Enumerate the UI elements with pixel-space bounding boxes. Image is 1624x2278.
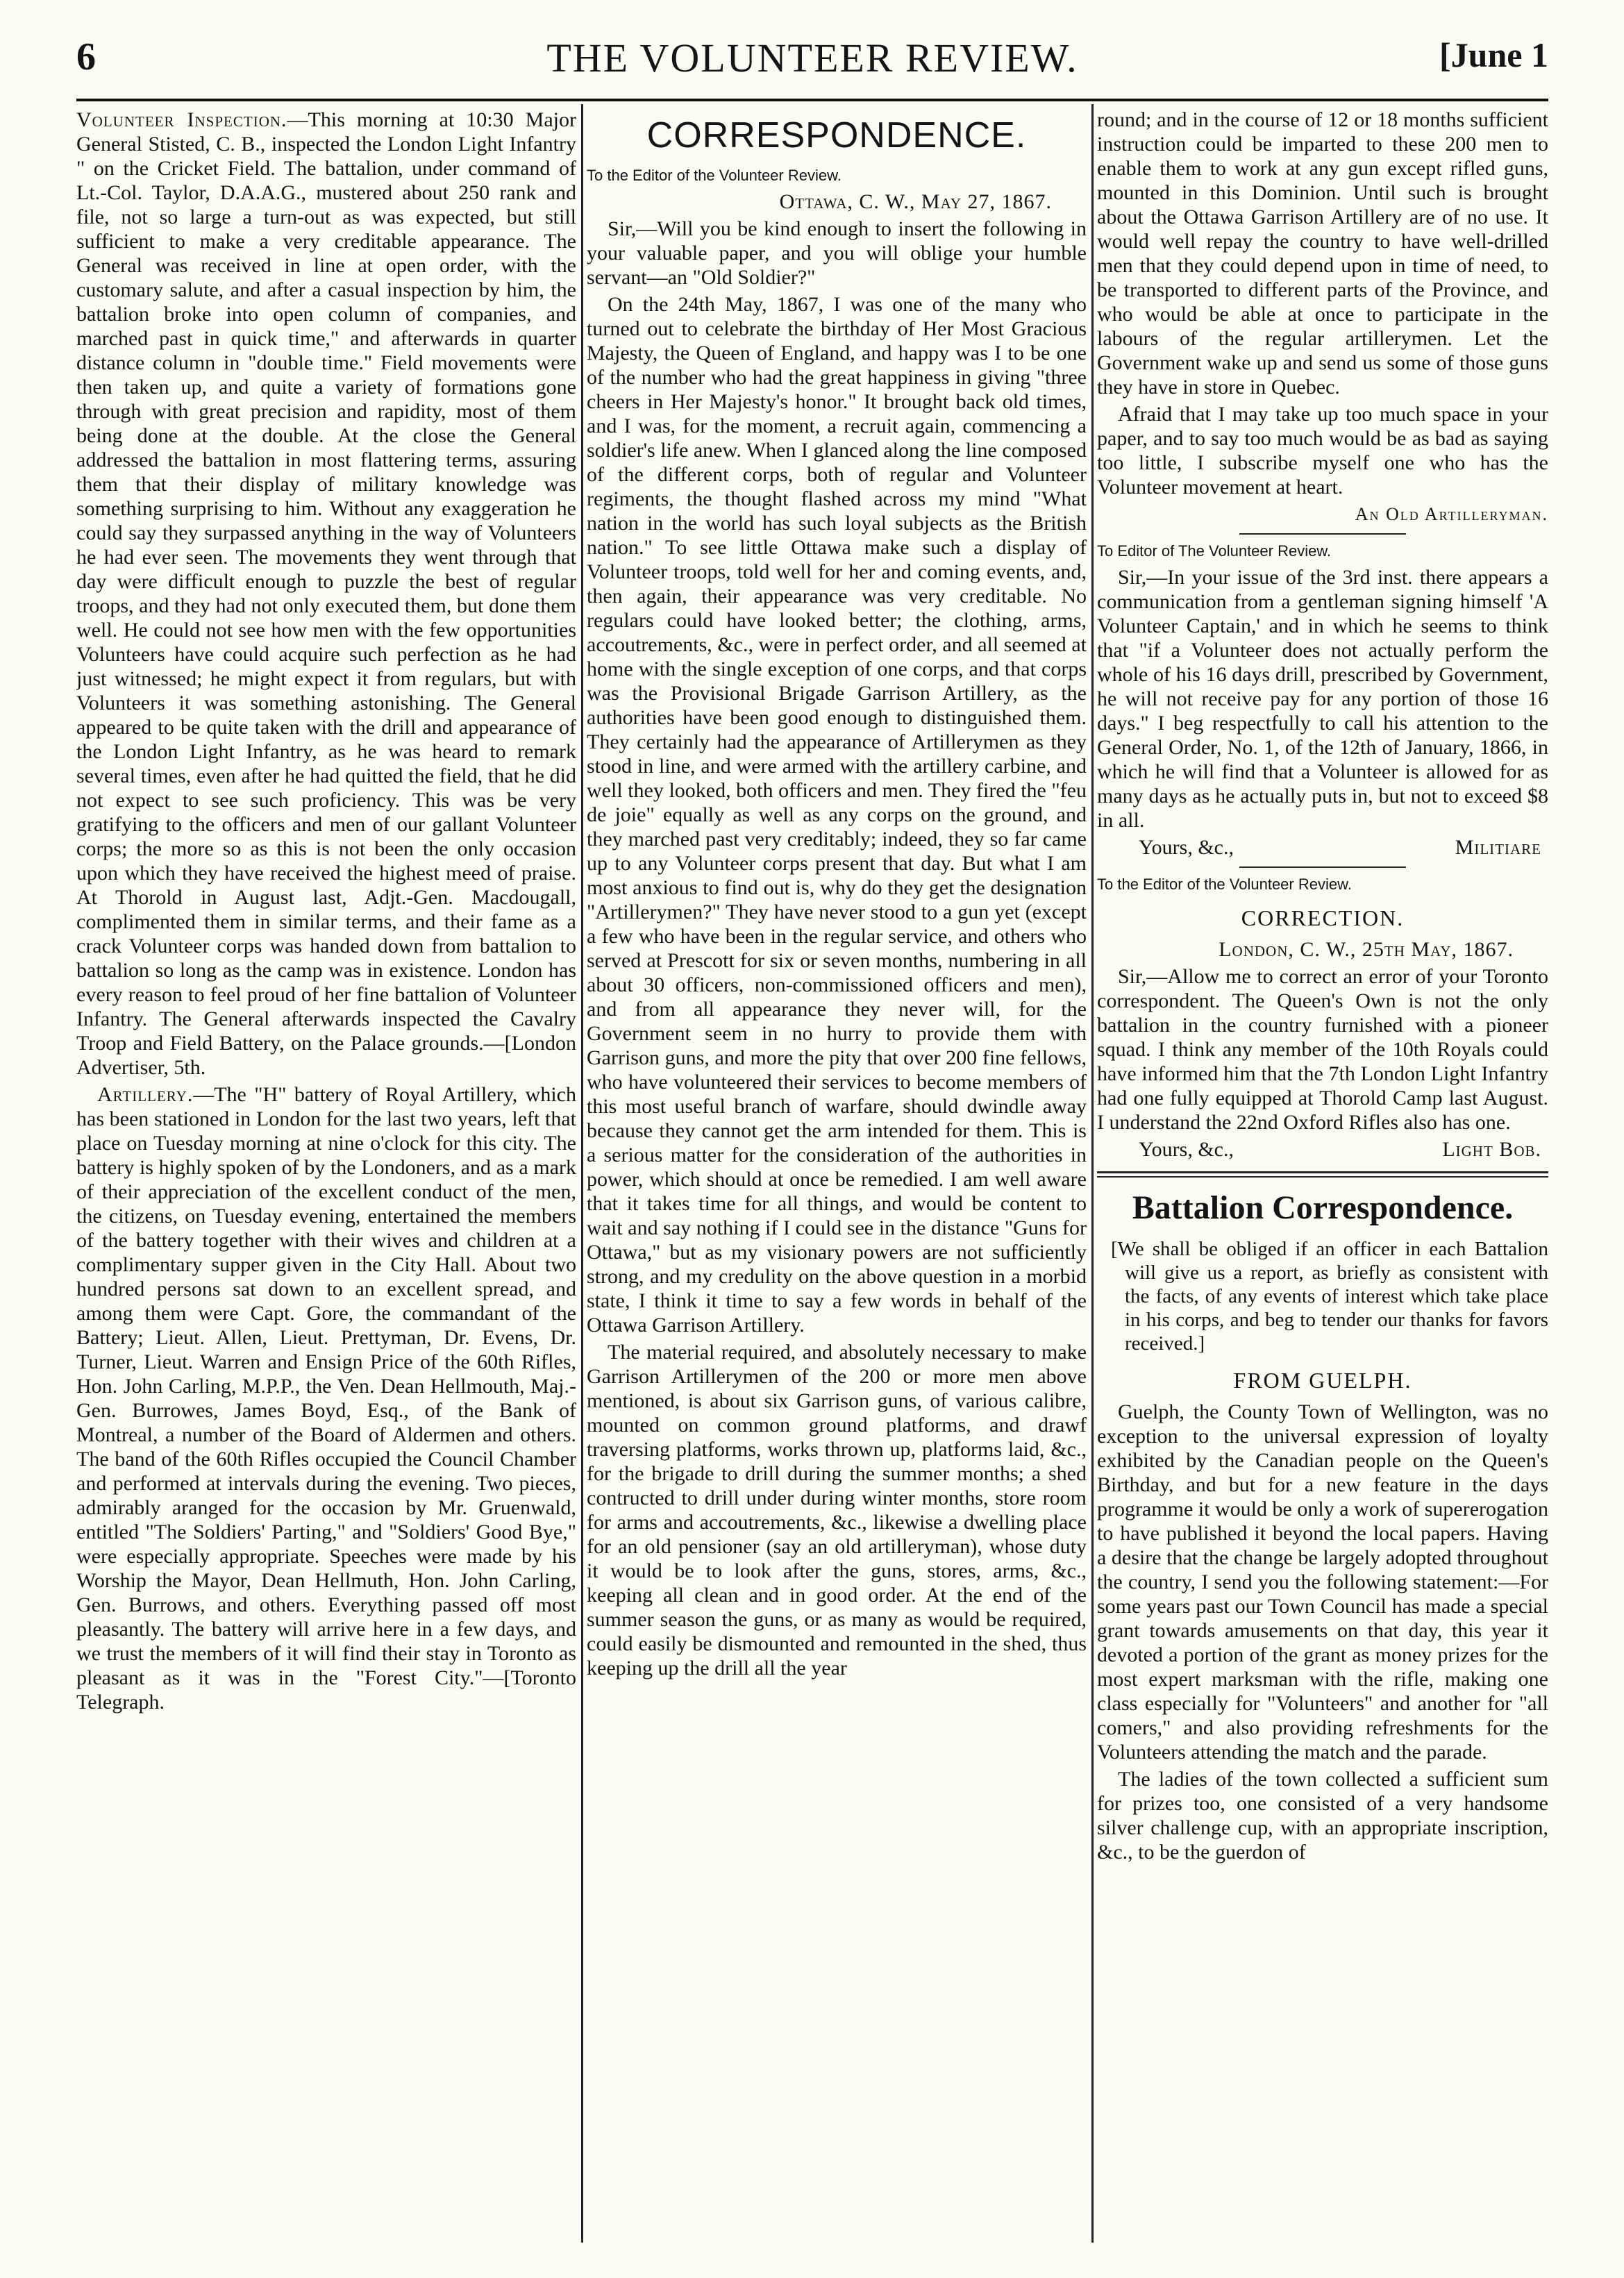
- letter-paragraph: On the 24th May, 1867, I was one of the many who turned out to celebrate the birthday of Her Most Gracious Majesty, the Queen of England, and happy was I to be one of the number who had the great happiness in giving "three cheers in Her Majesty's honor." It brought back old times, and I was, for the moment, a recruit again, commencing a soldier's life anew. When I glanced along the line composed of the different corps, both of regular and Volunteer regiments, the thought flashed across my mind "What nation in the world has such loyal subjects as the British nation." To see little Ottawa make such a display of Volunteer troops, told well for her and coming events, and, then again, their appearance was very creditable. No regulars could have looked better; the clothing, arms, accoutrements, &c., were in perfect order, and all seemed at home with the single exception of one corps, and that corps was the Provisional Brigade Garrison Artillery, as the authorities have been good enough to distinguished them. They certainly had the appearance of Artillerymen as they stood in line, and were armed with the artillery carbine, and well they looked, both officers and men. They fired the "feu de joie" equally as well as any corps on the ground, and they marched past very creditably; indeed, they so far came up to any Volunteer corps present that day. But what I am most anxious to find out is, why do they get the designation "Artillerymen?" They have never stood to a gun yet (except a few who have been in the regular service, and others who served at Prescott for six or seven months, numbering in all about 30 officers, non-commissioned officers and men), and from all appearance they never will, for the Government seem in no hurry to provide them with Garrison guns, and more the pity that over 200 fine fellows, who have volunteered their services to become members of this most useful branch of warfare, should dwindle away because they cannot get the arm intended for them. This is a serious matter for the consideration of the authorities in power, which should at once be remedied. I am well aware that it takes time for all things, and would be content to wait and say nothing if I could see in the distance "Guns for Ottawa," but as my visionary powers are not sufficiently strong, and my credulity on the above question in a morbid state, I think it time to say a few words in behalf of the Ottawa Garrison Artillery.: [587, 293, 1087, 1337]
- letter-dateline: London, C. W., 25th May, 1867.: [1219, 938, 1514, 961]
- article-lead: Volunteer Inspection.: [76, 108, 287, 131]
- letter-paragraph: Sir,—Will you be kind enough to insert the following in your valuable paper, and you will oblige your humble servant—an "Old Soldier?": [587, 217, 1087, 289]
- divider: [1239, 866, 1406, 868]
- column-2: [587, 108, 1087, 2246]
- article-paragraph: The ladies of the town collected a sufficient sum for prizes too, one consisted of a very handsome silver challenge cup, with an appropriate inscription, &c., to be the guerdon of: [1097, 1768, 1548, 1864]
- letter-signature: [1097, 835, 1548, 860]
- letter-dateline: Ottawa, C. W., May 27, 1867.: [779, 190, 1052, 213]
- issue-date: [June 1: [1439, 35, 1548, 74]
- masthead-rule: [76, 99, 1548, 101]
- divider: [1239, 533, 1406, 535]
- closing: Yours, &c.,: [1139, 1138, 1234, 1161]
- column-3: [1097, 108, 1548, 2246]
- letter-address: To the Editor of the Volunteer Review.: [1097, 876, 1352, 893]
- letter-paragraph: The material required, and absolutely necessary to make Garrison Artillerymen of the 200 or more men above mentioned, is about six Garrison guns, of various calibre, mounted on common ground platforms, and drawf traversing platforms, works thrown up, platforms laid, &c., for the brigade to drill during the summer months; a shed contructed to drill under during winter months, store room for arms and accoutrements, &c., likewise a dwelling place for an old pensioner (say an old artilleryman), whose duty it would be to look after the guns, stores, arms, &c., keeping all clean and in good order. At the end of the summer season the guns, or as many as would be required, could easily be dismounted and remounted in the shed, thus keeping up the drill all the year: [587, 1341, 1087, 1680]
- article-body: —The "H" battery of Royal Artillery, which has been stationed in London for the last two years, left that place on Tuesday morning at nine o'clock for this city. The battery is highly spoken of by the Londoners, and as a mark of their appreciation of the excellent conduct of the men, the citizens, on Tuesday evening, entertained the members of the battery together with their wives and children at a complimentary supper given in the City Hall. About two hundred persons sat down to an excellent spread, and among them were Capt. Gore, the commandant of the Battery; Lieut. Allen, Lieut. Prettyman, Dr. Evens, Dr. Turner, Lieut. Warren and Ensign Price of the 60th Rifles, Hon. John Carling, M.P.P., the Ven. Dean Hellmouth, Maj.-Gen. Burrowes, James Boyd, Esq., of the Bank of Montreal, a number of the Board of Aldermen and others. The band of the 60th Rifles occupied the Council Chamber and performed at intervals during the evening. Two pieces, admirably aranged for the occasion by Mr. Gruenwald, entitled "The Soldiers' Parting," and "Soldiers' Good Bye," were especially appropriate. Speeches were made by his Worship the Mayor, Dean Hellmuth, Hon. John Carling, Gen. Burrows, and others. Everything passed off most pleasantly. The battery will arrive here in a few days, and we trust the members of it will find their stay in Toronto as pleasant as it was in the "Forest City."—[Toronto Telegraph.: [76, 1083, 576, 1714]
- newspaper-title: THE VOLUNTEER REVIEW.: [546, 35, 1078, 81]
- letter-paragraph: round; and in the course of 12 or 18 months sufficient instruction could be imparted to these 200 men to enable them to work at any gun except rifled guns, mounted in this Dominion. Until such is brought about the Ottawa Garrison Artillery are of no use. It would well repay the country to have well-drilled men that they could depend upon in time of need, to be transported to different parts of the Province, and who would be able at once to participate in the labours of the regular artillerymen. Let the Government wake up and send us some of those guns they have in store in Quebec.: [1097, 108, 1548, 399]
- battalion-correspondence-heading: Battalion Correspondence.: [1132, 1189, 1514, 1226]
- editor-note: [We shall be obliged if an officer in each Battalion will give us a report, as briefly as consistent with the facts, of any events of interest which take place in his corps, and beg to tender our thanks for favors received.]: [1111, 1238, 1548, 1355]
- correction-heading: CORRECTION.: [1241, 905, 1405, 930]
- letter-paragraph: Afraid that I may take up too much space in your paper, and to say too much would be as bad as saying too little, I subscribe myself one who has the Volunteer movement at heart.: [1097, 403, 1548, 499]
- guelph-heading: FROM GUELPH.: [1233, 1368, 1412, 1393]
- correspondence-heading: CORRESPONDENCE.: [646, 115, 1027, 156]
- letter-paragraph: Sir,—In your issue of the 3rd inst. there appears a communication from a gentleman signing himself 'A Volunteer Captain,' and in which he seems to think that "if a Volunteer does not actually perform the whole of his 16 days drill, prescribed by Government, he will not receive pay for any portion of those 16 days." I beg respectfully to call his attention to the General Order, No. 1, of the 12th of January, 1866, in which he will find that a Volunteer is allowed for as many days as he actually puts in, but not to exceed $8 in all.: [1097, 566, 1548, 832]
- letter-address: To the Editor of the Volunteer Review.: [587, 167, 842, 184]
- column-divider: [581, 104, 583, 2243]
- closing: Yours, &c.,: [1139, 836, 1234, 859]
- letter-signature: [1097, 1137, 1548, 1162]
- article-lead: Artillery.: [97, 1083, 194, 1106]
- article-body: —This morning at 10:30 Major General Stisted, C. B., inspected the London Light Infantry " on the Cricket Field. The battalion, under command of Lt.-Col. Taylor, D.A.A.G., mustered about 250 rank and file, not so large a turn-out as was expected, but still sufficient to make a very creditable appearance. The General was received in line at open order, with the customary salute, and after a casual inspection by him, the battalion broke into open column of companies, and marched past in quick time," and afterwards in quarter distance column in "double time." Field movements were then taken up, and quite a variety of formations gone through with great precision and rapidity, most of them being done at the double. At the close the General addressed the battalion in most flattering terms, assuring them that their display of military knowledge was something surprising to him. Without any exaggeration he could say they surpassed anything in the way of Volunteers he had ever seen. The movements they went through that day were difficult enough to puzzle the best of regular troops, and they had not only executed them, but done them well. He could not see how men with the few opportunities Volunteers have could acquire such perfection as he had just witnessed; he might expect it from regulars, but with Volunteers it was something astonishing. The General appeared to be quite taken with the drill and appearance of the London Light Infantry, as he was heard to remark several times, even after he had quitted the field, that he did not expect to see such proficiency. This was be very gratifying to the officers and men of our gallant Volunteer corps; the more so as this is not been the only occasion upon which they have received the highest meed of praise. At Thorold in August last, Adjt.-Gen. Macdougall, complimented them in similar terms, and their fame as a crack Volunteer corps was handed down from battalion to battalion so long as the camp was in existence. London has every reason to feel proud of her fine battalion of Volunteer Infantry. The General afterwards inspected the Cavalry Troop and Field Battery, on the Palace grounds.—[London Advertiser, 5th.: [76, 108, 576, 1079]
- signature-name: Militiare: [1455, 836, 1541, 859]
- page-number: 6: [76, 35, 96, 78]
- section-divider: [1097, 1171, 1548, 1178]
- letter-address: To Editor of The Volunteer Review.: [1097, 542, 1332, 560]
- article-artillery: [76, 1082, 576, 1714]
- column-1: [76, 108, 576, 2246]
- letter-paragraph: Sir,—Allow me to correct an error of your Toronto correspondent. The Queen's Own is not the only battalion in the country furnished with a pioneer squad. I think any member of the 10th Royals could have informed him that the 7th London Light Infantry had one fully equipped at Thorold Camp last August. I understand the 22nd Oxford Rifles also has one.: [1097, 965, 1548, 1134]
- article-volunteer-inspection: [76, 108, 576, 1080]
- signature-name: Light Bob.: [1442, 1138, 1541, 1161]
- column-divider: [1091, 104, 1094, 2243]
- letter-signature: An Old Artilleryman.: [1355, 504, 1548, 524]
- article-paragraph: Guelph, the County Town of Wellington, was no exception to the universal expression of loyalty exhibited by the Canadian people on the Queen's Birthday, and but for a new feature in the days programme it would be only a work of supererogation to have published it beyond the local papers. Having a desire that the change be largely adopted throughout the country, I send you the following statement:—For some years past our Town Council has made a special grant towards amusements on that day, this year it devoted a portion of the grant as money prizes for the most expert marksman with the rifle, making one class especially for "Volunteers" and another for "all comers," and also providing refreshments for the Volunteers attending the match and the parade.: [1097, 1400, 1548, 1764]
- masthead: [76, 35, 1548, 104]
